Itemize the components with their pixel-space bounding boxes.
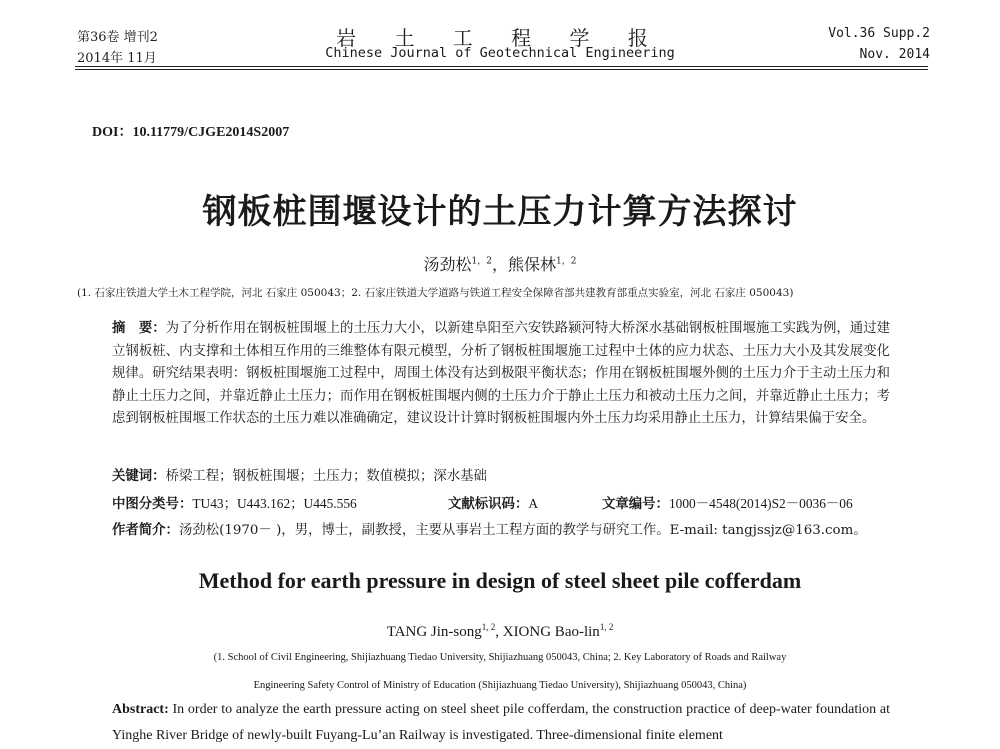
abstract-text-en: In order to analyze the earth pressure acting on steel sheet pile cofferdam, the construction practice of deep-water foundation at Yinghe River Bridge of newly-built Fuyang-Lu’an Railway is investigated. Three-dimensional finite element <box>112 702 890 743</box>
author-separator-en: , <box>495 624 503 640</box>
affiliation-en-line-2: Engineering Safety Control of Ministry of Education (Shijiazhuang Tiedao University), Shijiazhuang 050043, China) <box>253 680 747 691</box>
author-1-cn: 汤劲松 <box>423 255 472 274</box>
header-rule-top <box>75 66 928 67</box>
clc-group <box>112 493 357 512</box>
affiliation-en-line-1: (1. School of Civil Engineering, Shijiazhuang Tiedao University, Shijiazhuang 050043, China; 2. Key Laboratory of Roads and Railway <box>213 652 787 663</box>
keywords-label-cn: 关键词： <box>112 469 166 484</box>
publication-date-en: Nov. 2014 <box>859 47 930 62</box>
author-intro-text: 汤劲松(1970－ )，男，博士，副教授，主要从事岩土工程方面的教学与研究工作。E-mail: tangjssjz@163.com。 <box>178 523 867 538</box>
author-intro-label: 作者简介： <box>112 523 179 538</box>
clc-label: 中图分类号： <box>112 497 193 512</box>
author-2-en: XIONG Bao-lin <box>502 624 600 640</box>
volume-issue: 第36卷 增刊2 <box>77 30 158 45</box>
abstract-label-cn: 摘 要： <box>112 321 166 336</box>
author-2-cn-affil: 1，2 <box>556 256 577 267</box>
abstract-label-en: Abstract: <box>112 702 169 717</box>
journal-title-cn: 岩 土 工 程 学 报 <box>336 26 664 50</box>
author-separator-cn: ， <box>491 255 508 274</box>
author-2-en-affil: 1, 2 <box>599 622 614 632</box>
article-number-value: 1000－4548(2014)S2－0036－06 <box>668 496 853 511</box>
authors-en <box>0 622 1000 641</box>
abstract-cn <box>112 318 890 431</box>
header-rule-bottom <box>75 69 928 70</box>
author-2-cn: 熊保林 <box>508 255 557 274</box>
author-1-en: TANG Jin-song <box>386 624 482 640</box>
paper-title-cn: 钢板桩围堰设计的土压力计算方法探讨 <box>202 192 798 232</box>
doc-code-label: 文献标识码： <box>448 497 529 512</box>
doi: DOI：10.11779/CJGE2014S2007 <box>92 125 290 140</box>
author-1-cn-affil: 1，2 <box>471 256 492 267</box>
paper-title-en: Method for earth pressure in design of steel sheet pile cofferdam <box>198 568 802 593</box>
keywords-cn <box>112 465 487 484</box>
doc-code-group <box>448 493 538 512</box>
doc-code-value: A <box>528 496 539 511</box>
abstract-text-cn: 为了分析作用在钢板桩围堰上的土压力大小，以新建阜阳至六安铁路颍河特大桥深水基础钢板桩围堰施工实践为例，通过建立钢板桩、内支撑和土体相互作用的三维整体有限元模型，分析了钢板桩围堰施工过程中土体的应力状态、土压力大小及其发展变化规律。研究结果表明：钢板桩围堰施工过程中，周围土体没有达到极限平衡状态；作用在钢板桩围堰外侧的土压力介于主动土压力和静止土压力之间，并靠近静止土压力；而作用在钢板桩围堰内侧的土压力介于静止土压力和被动土压力之间，并靠近静止土压力；考虑到钢板桩围堰工作状态的土压力难以准确确定，建议设计计算时钢板桩围堰内外土压力均采用静止土压力，计算结果偏于安全。 <box>112 321 891 426</box>
clc-value: TU43；U443.162；U445.556 <box>192 496 357 511</box>
article-number-group <box>602 493 853 512</box>
journal-title-en: Chinese Journal of Geotechnical Engineering <box>325 45 675 61</box>
volume-supp-en: Vol.36 Supp.2 <box>828 26 930 41</box>
author-1-en-affil: 1, 2 <box>481 622 496 632</box>
abstract-en <box>112 697 890 749</box>
author-intro-cn <box>112 519 867 538</box>
affiliation-cn: (1. 石家庄铁道大学土木工程学院，河北 石家庄 050043；2. 石家庄铁道大学道路与铁道工程安全保障省部共建教育部重点实验室，河北 石家庄 050043) <box>77 287 794 299</box>
article-number-label: 文章编号： <box>602 497 669 512</box>
publication-date-cn: 2014年 11月 <box>77 51 157 66</box>
keywords-text-cn: 桥梁工程；钢板桩围堰；土压力；数值模拟；深水基础 <box>165 469 487 484</box>
authors-cn <box>0 252 1000 275</box>
